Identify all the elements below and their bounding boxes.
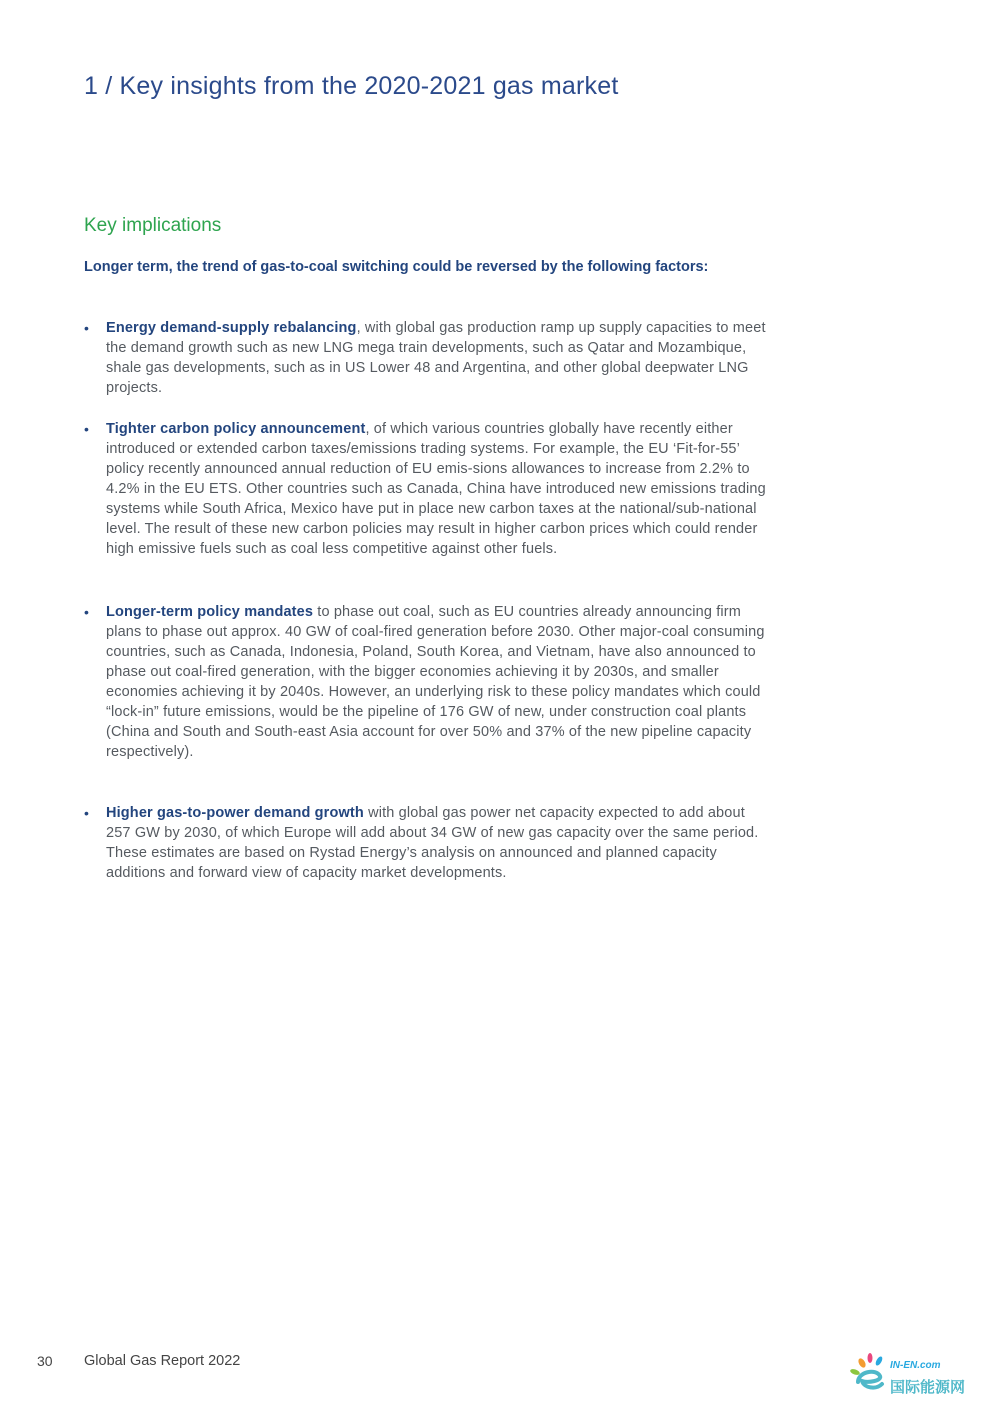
bullet-lead: Higher gas-to-power demand growth	[106, 805, 364, 821]
logo-petal-pink	[868, 1353, 873, 1363]
bullet-body: , of which various countries globally have recently either introduced or extended carbon taxes/emissions trading systems. For example, the EU ‘Fit-for-55’ policy recently announced annual reduction of EU emis-sions allowances to increase from 2.2% to 4.2% in the EU ETS. Other countries such as Canada, China have introduced new emissions trading systems while South Africa, Mexico have put in place new carbon taxes at the national/sub-national level. The result of these new carbon policies may result in higher carbon prices which could render high emissive fuels such as coal less competitive against other fuels.	[106, 421, 766, 557]
logo-swoosh	[858, 1372, 882, 1388]
bullet-lead: Energy demand-supply rebalancing	[106, 320, 357, 336]
logo-petal-orange	[857, 1357, 867, 1369]
logo-petal-blue	[874, 1355, 883, 1366]
page-number: 30	[37, 1353, 53, 1369]
bullet-body: , with global gas production ramp up supply capacities to meet the demand growth such as new LNG mega train developments, such as Qatar and Mozambique, shale gas developments, such as in US Lower 48 and Argentina, and other global deepwater LNG projects.	[106, 320, 766, 396]
bullet-marker: •	[84, 421, 89, 437]
bullet-text	[106, 803, 766, 883]
section-heading: Key implications	[84, 215, 222, 236]
bullet-text	[106, 318, 766, 398]
bullet-body: to phase out coal, such as EU countries already announcing firm plans to phase out approx. 40 GW of coal-fired generation before 2030. Other major-coal consuming countries, such as Canada, Indonesia, Poland, South Korea, and Vietnam, have also announced to phase out coal-fired generation, with the bigger economies achieving it by 2030s, and smaller economies achieving it by 2040s. However, an underlying risk to these policy mandates which could “lock-in” future emissions, would be the pipeline of 176 GW of new, under construction coal plants (China and South and South-east Asia account for over 50% and 37% of the new pipeline capacity respectively).	[106, 604, 765, 760]
page-title: 1 / Key insights from the 2020-2021 gas market	[84, 72, 619, 100]
lead-paragraph: Longer term, the trend of gas-to-coal switching could be reversed by the following factors:	[84, 259, 709, 275]
bullet-marker: •	[84, 320, 89, 336]
bullet-lead: Longer-term policy mandates	[106, 604, 314, 620]
bullet-marker: •	[84, 604, 89, 620]
in-en-logo	[846, 1350, 982, 1398]
logo-chinese-text: 国际能源网	[890, 1378, 966, 1396]
bullet-text	[106, 602, 766, 762]
bullet-text	[106, 419, 766, 559]
bullet-lead: Tighter carbon policy announcement	[106, 421, 366, 437]
logo-latin-text: IN-EN.com	[890, 1360, 941, 1371]
bullet-marker: •	[84, 805, 89, 821]
in-en-logo-icon	[846, 1350, 982, 1398]
logo-petal-green	[849, 1368, 860, 1376]
bullet-body: with global gas power net capacity expected to add about 257 GW by 2030, of which Europe will add about 34 GW of new gas capacity over the same period. These estimates are based on Rystad Energy’s analysis on announced and planned capacity additions and forward view of capacity market developments.	[106, 805, 759, 881]
footer-report-title: Global Gas Report 2022	[84, 1353, 241, 1369]
